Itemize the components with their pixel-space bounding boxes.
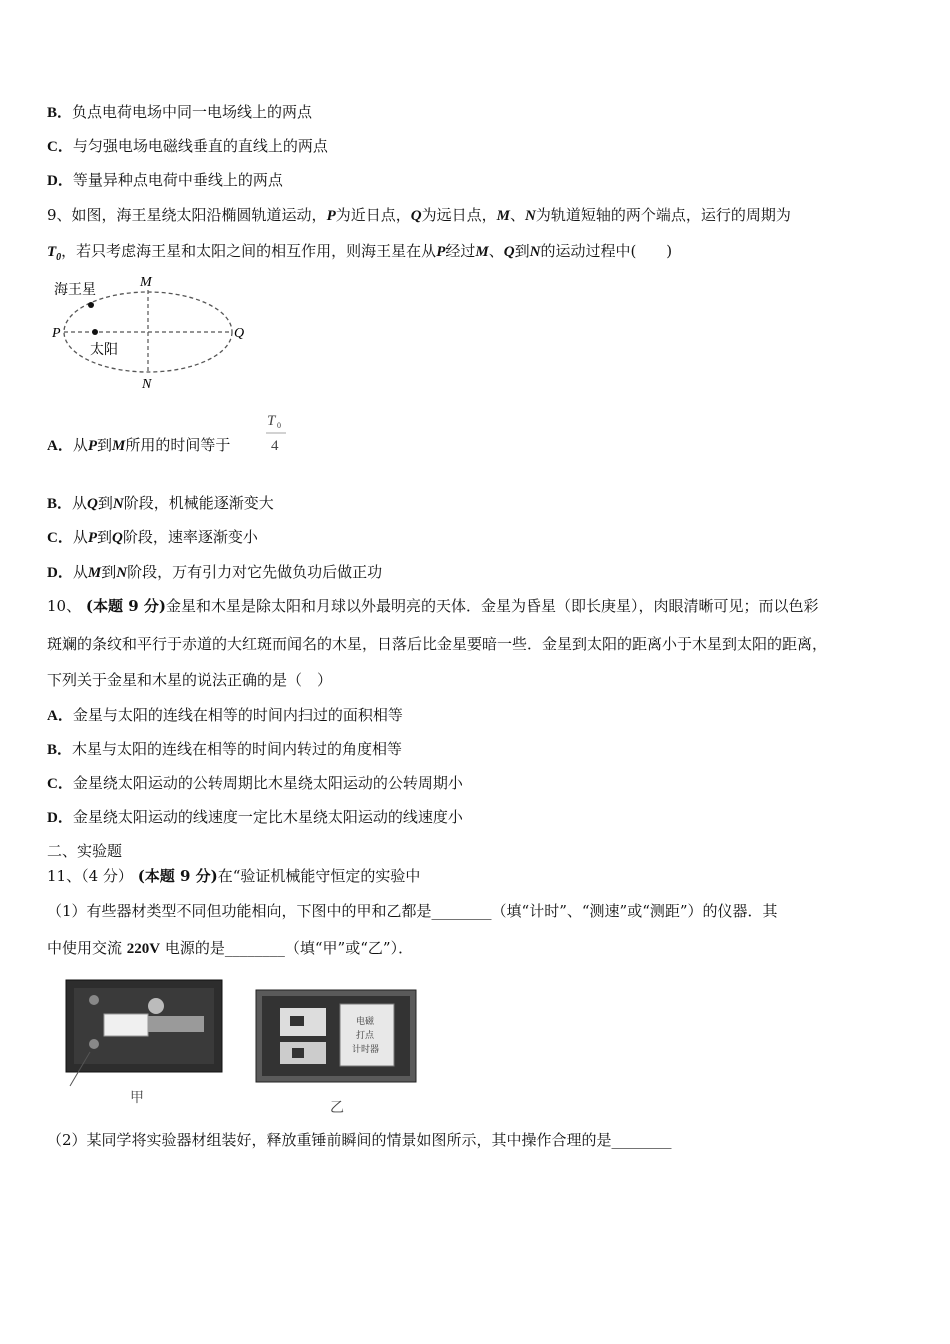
- label-n: N: [142, 377, 152, 392]
- label-sun: 太阳: [90, 343, 118, 358]
- q11-part1-line2: 中使用交流 220V 电源的是________（填“甲”或“乙”）．: [47, 939, 414, 957]
- fraction-t0-over-4: [263, 408, 289, 458]
- jia-knob: [148, 998, 164, 1014]
- q11-part1-line1: （1）有些器材类型不同但功能相向，下图中的甲和乙都是________（填“计时”、“测速”或“测距”）的仪器．其: [47, 902, 778, 920]
- label-p: P: [52, 326, 61, 341]
- photo-yi-electromagnetic-timer: [252, 986, 420, 1118]
- q8-option-c: C．与匀强电场电磁线垂直的直线上的两点: [47, 137, 328, 155]
- q10-stem-line1: 10、 (本题 9 分)金星和木星是除太阳和月球以外最明亮的天体．金星为昏星（即长庚星），肉眼清晰可见；而以色彩: [47, 597, 819, 615]
- q10-stem-line3: 下列关于金星和木星的说法正确的是（ ）: [47, 671, 333, 689]
- q10-option-a: A．金星与太阳的连线在相等的时间内扫过的面积相等: [47, 706, 403, 724]
- fraction-numerator: T: [267, 413, 276, 429]
- jia-terminal-1: [89, 995, 99, 1005]
- q9-stem-line1: 9、如图，海王星绕太阳沿椭圆轨道运动，P为近日点，Q为远日点，M、N为轨道短轴的两个端点，运行的周期为: [47, 206, 791, 224]
- q8-option-d: D．等量异种点电荷中垂线上的两点: [47, 171, 283, 189]
- label-m: M: [140, 275, 152, 290]
- jia-terminal-2: [89, 1039, 99, 1049]
- q11-part2: （2）某同学将实验器材组装好，释放重锤前瞬间的情景如图所示，其中操作合理的是________: [47, 1131, 672, 1149]
- q10-option-b: B．木星与太阳的连线在相等的时间内转过的角度相等: [47, 740, 403, 758]
- jia-white-block: [104, 1014, 148, 1036]
- sun-dot: [92, 329, 98, 335]
- yi-plate-text-3: 计时器: [352, 1044, 380, 1054]
- photo-jia-spark-timer: [60, 978, 228, 1114]
- label-yi: 乙: [330, 1101, 344, 1116]
- q9-option-b: B．从Q到N阶段，机械能逐渐变大: [47, 494, 274, 512]
- q11-stem: 11、（4 分） (本题 9 分)在“验证机械能守恒定的实验中: [47, 867, 421, 885]
- label-neptune: 海王星: [54, 283, 96, 298]
- q9-stem-line2: $T_0$，若只考虑海王星和太阳之间的相互作用，则海王星在从P经过M、Q到N的运动过程中( ): [47, 242, 673, 263]
- neptune-dot: [88, 302, 94, 308]
- yi-plate-text-1: 电磁: [356, 1016, 375, 1026]
- q10-stem-line2: 斑斓的条纹和平行于赤道的大红斑而闻名的木星，日落后比金星要暗一些．金星到太阳的距离小于木星到太阳的距离，: [47, 635, 828, 653]
- section-title: 二、实验题: [47, 842, 123, 860]
- q10-option-d: D．金星绕太阳运动的线速度一定比木星绕太阳运动的线速度小: [47, 808, 463, 826]
- q9-option-c: C．从P到Q阶段，速率逐渐变小: [47, 528, 258, 546]
- jia-arm: [148, 1016, 204, 1032]
- fraction-denominator: 4: [271, 438, 279, 454]
- fraction-subscript: 0: [277, 421, 281, 430]
- q8-option-b: B．负点电荷电场中同一电场线上的两点: [47, 103, 313, 121]
- q9-option-d: D．从M到N阶段，万有引力对它先做负功后做正功: [47, 563, 383, 581]
- label-jia: 甲: [130, 1091, 144, 1106]
- yi-plate-text-2: 打点: [356, 1030, 375, 1040]
- q10-option-c: C．金星绕太阳运动的公转周期比木星绕太阳运动的公转周期小: [47, 774, 463, 792]
- q9-option-a: A．从P到M所用的时间等于: [47, 436, 231, 454]
- orbit-figure: [44, 270, 259, 392]
- label-q: Q: [234, 326, 245, 341]
